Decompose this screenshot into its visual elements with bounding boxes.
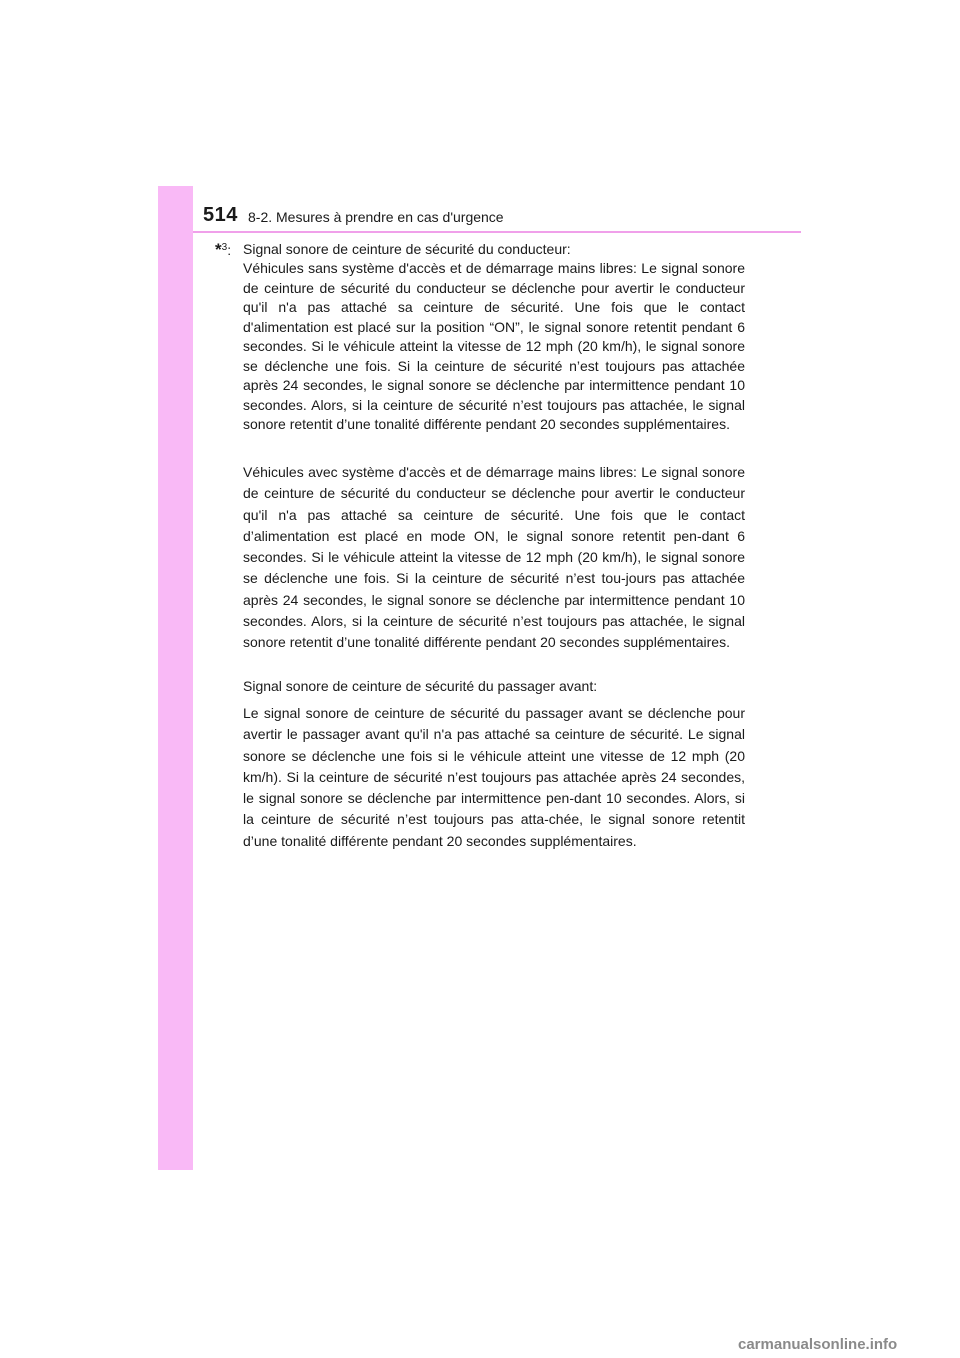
page-number: 514 (203, 204, 238, 226)
watermark-text: carmanualsonline.info (738, 1336, 898, 1353)
footnote-marker (215, 238, 231, 260)
paragraph-driver-with-smart-key: Véhicules avec système d'accès et de démarrage mains libres: Le signal sonore de ceinture de sécurité du conducteur se déclenche pour avertir le conducteur qu'il n'a pas attaché sa ceinture de sécurité. Une fois que le contact d’alimentation est placé en mode ON, le signal sonore retentit pen-dant 6 secondes. Si le véhicule atteint la vitesse de 12 mph (20 km/h), le signal sonore se déclenche une fois. Si la ceinture de sécurité n’est tou-jours pas attachée après 24 secondes, le signal sonore se déclenche par intermittence pendant 10 secondes. Alors, si la ceinture de sécurité n’est toujours pas attachée, le signal sonore retentit d’une tonalité différente pendant 20 secondes supplémentaires. (243, 464, 745, 651)
header-divider (193, 231, 801, 233)
footnote-star: * (215, 240, 222, 259)
paragraph-passenger-heading: Signal sonore de ceinture de sécurité du passager avant: (243, 678, 598, 694)
page-side-tab (158, 186, 193, 1170)
footnote-number: 3 (221, 242, 228, 253)
paragraph-driver-without-smart-key: Véhicules sans système d'accès et de démarrage mains libres: Le signal sonore de ceinture de sécurité du conducteur se déclenche pour avertir le conducteur qu'il n'a pas attaché sa ceinture de sécurité. Une fois que le contact d'alimentation est placé sur la position “ON”, le signal sonore retentit pendant 6 secondes. Si le véhicule atteint la vitesse de 12 mph (20 km/h), le signal sonore se déclenche une fois. Si la ceinture de sécurité n’est toujours pas attachée après 24 secondes, le signal sonore se déclenche par intermittence pendant 10 secondes. Alors, si la ceinture de sécurité n’est toujours pas attachée, le signal sonore retentit d’une tonalité différente pendant 20 secondes supplémentaires. (243, 260, 745, 432)
paragraph-passenger-body: Le signal sonore de ceinture de sécurité du passager avant se déclenche pour avertir le passager avant qu'il n'a pas attaché sa ceinture de sécurité. Le signal sonore se déclenche une fois si le véhicule atteint une vitesse de 12 mph (20 km/h). Si la ceinture de sécurité n’est toujours pas attachée après 24 secondes, le signal sonore se déclenche par intermittence pen-dant 10 secondes. Alors, si la ceinture de sécurité n’est toujours pas atta-chée, le signal sonore retentit d’une tonalité différente pendant 20 secondes supplémentaires. (243, 705, 745, 849)
section-title: 8-2. Mesures à prendre en cas d'urgence (248, 209, 504, 225)
footnote-colon: : (227, 242, 232, 258)
footnote-title: Signal sonore de ceinture de sécurité du conducteur: (243, 241, 571, 257)
